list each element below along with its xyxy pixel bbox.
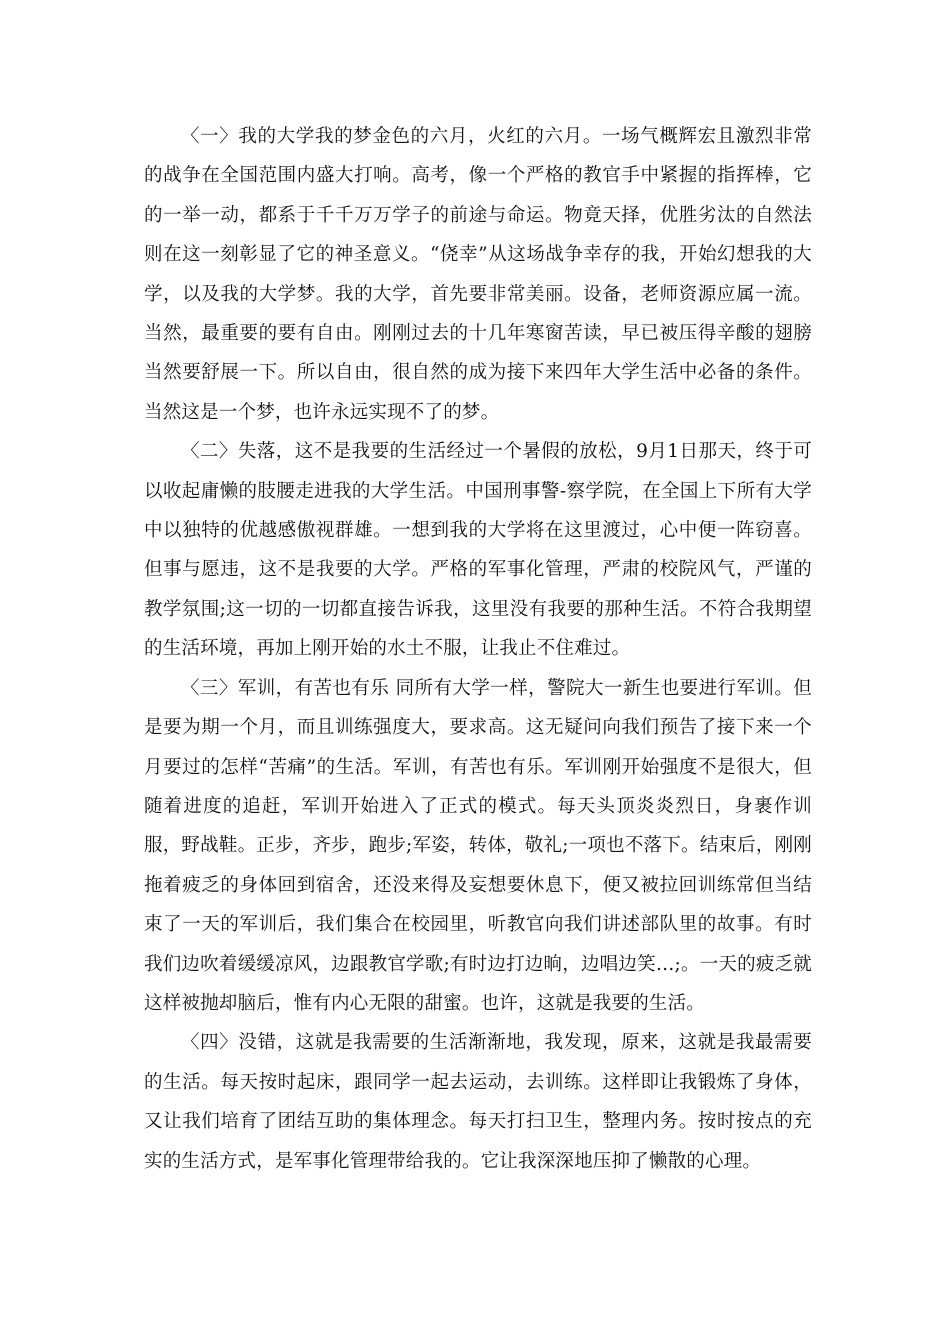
paragraph-3: 〈三〉军训，有苦也有乐 同所有大学一样，警院大一新生也要进行军训。但是要为期一个月，而且训练强度大，要求高。这无疑问向我们预告了接下来一个月要过的怎样“苦痛”的生活。军训，有苦也有乐。军训刚开始强度不是很大，但随着进度的追赶，军训开始进入了正式的模式。每天头顶炎炎烈日，身裹作训服，野战鞋。正步，齐步，跑步;军姿，转体，敬礼;一项也不落下。结束后，刚刚拖着疲乏的身体回到宿舍，还没来得及妄想要休息下，便又被拉回训练常但当结束了一天的军训后，我们集合在校园里，听教官向我们讲述部队里的故事。有时我们边吹着缓缓凉风，边跟教官学歌;有时边打边晌，边唱边笑…;。一天的疲乏就这样被抛却脑后，惟有内心无限的甜蜜。也许，这就是我要的生活。 — [144, 677, 812, 1014]
paragraph-4: 〈四〉没错，这就是我需要的生活渐渐地，我发现，原来，这就是我最需要的生活。每天按时起床，跟同学一起去运动，去训练。这样即让我锻炼了身体，又让我们培育了团结互助的集体理念。每天打扫卫生，整理内务。按时按点的充实的生活方式，是军事化管理带给我的。它让我深深地压抑了懒散的心理。 — [144, 1032, 812, 1172]
paragraph-2: 〈二〉失落，这不是我要的生活经过一个暑假的放松，9月1日那天，终于可以收起庸懒的肢腰走进我的大学生活。中国刑事警-察学院，在全国上下所有大学中以独特的优越感傲视群雄。一想到我的大学将在这里渡过，心中便一阵窃喜。但事与愿违，这不是我要的大学。严格的军事化管理，严肃的校院风气，严谨的教学氛围;这一切的一切都直接告诉我，这里没有我要的那种生活。不符合我期望的生活环境，再加上刚开始的水土不服，让我止不住难过。 — [144, 441, 812, 660]
paragraph-1: 〈一〉我的大学我的梦金色的六月，火红的六月。一场气概辉宏且激烈非常的战争在全国范围内盛大打响。高考，像一个严格的教官手中紧握的指挥棒，它的一举一动，都系于千千万万学子的前途与命运。物竟天择，优胜劣汰的自然法则在这一刻彰显了它的神圣意义。“侥幸”从这场战争幸存的我，开始幻想我的大学，以及我的大学梦。我的大学，首先要非常美丽。设备，老师资源应属一流。当然，最重要的要有自由。刚刚过去的十几年寒窗苦读，早已被压得辛酸的翅膀当然要舒展一下。所以自由，很自然的成为接下来四年大学生活中必备的条件。当然这是一个梦，也许永远实现不了的梦。 — [144, 126, 812, 423]
document-body — [144, 117, 812, 1181]
